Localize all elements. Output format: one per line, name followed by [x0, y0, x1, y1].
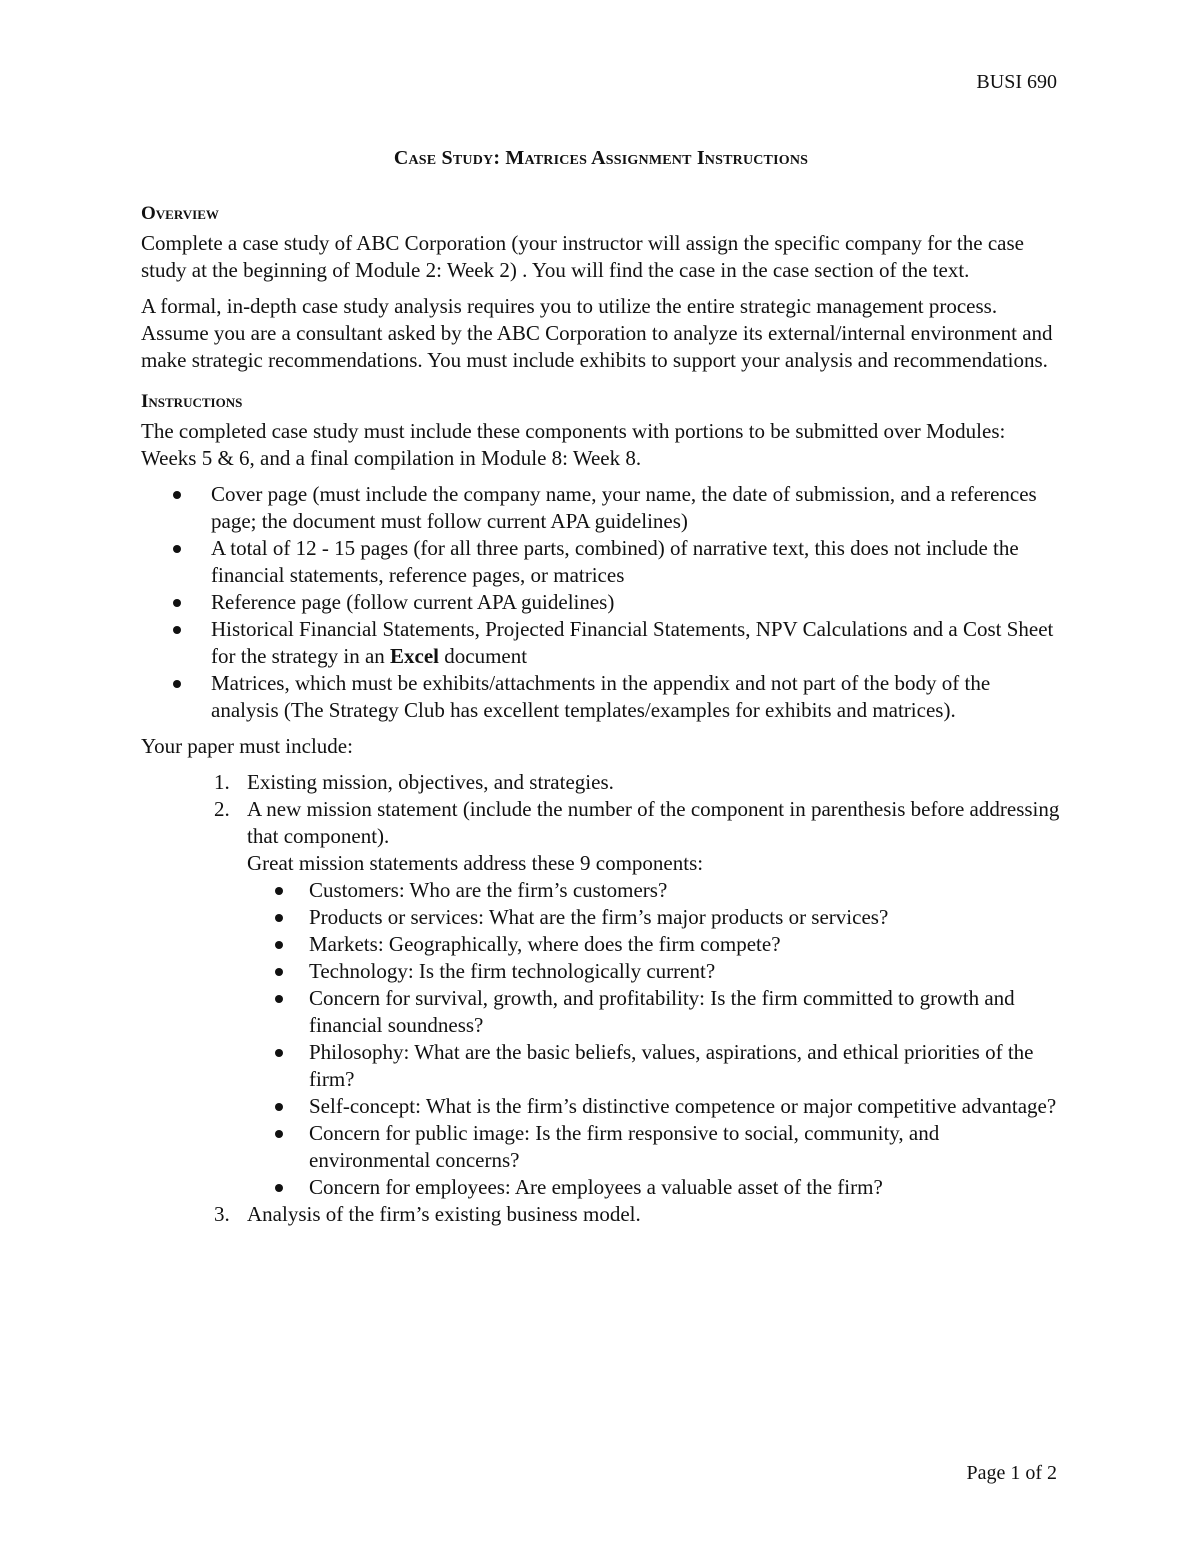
bullet-icon: [275, 887, 283, 895]
list-item-text: Historical Financial Statements, Projected Financial Statements, NPV Calculations and a Cost Sheet for the strategy in an: [211, 617, 1054, 668]
document-body: [141, 143, 1061, 1228]
paper-requirements-list: [141, 769, 1061, 1228]
bullet-icon: [275, 995, 283, 1003]
list-item: [141, 481, 1061, 535]
item-number: 3.: [214, 1202, 230, 1226]
page-title: [141, 143, 1061, 173]
paper-intro: Your paper must include:: [141, 734, 353, 758]
list-item: [247, 1174, 1061, 1201]
list-item-text: Customers: Who are the firm’s customers?: [309, 878, 668, 902]
bullet-icon: [173, 680, 181, 688]
list-item-text: Technology: Is the firm technologically current?: [309, 959, 716, 983]
overview-heading: Overview: [141, 203, 219, 224]
item-number: 1.: [214, 770, 230, 794]
bullet-icon: [275, 1130, 283, 1138]
list-item-text: Philosophy: What are the basic beliefs, values, aspirations, and ethical priorities of the firm?: [309, 1040, 1034, 1091]
bullet-icon: [173, 545, 181, 553]
list-item-text: Concern for public image: Is the firm responsive to social, community, and environmental concerns?: [309, 1121, 940, 1172]
list-item: [247, 931, 1061, 958]
bullet-icon: [173, 491, 181, 499]
bullet-icon: [173, 626, 181, 634]
bullet-icon: [275, 1184, 283, 1192]
list-item-text: Concern for employees: Are employees a valuable asset of the firm?: [309, 1175, 883, 1199]
components-list: [141, 481, 1061, 724]
item-text: A new mission statement (include the number of the component in parenthesis before addressing that component).: [247, 797, 1060, 848]
course-code: BUSI 690: [976, 71, 1057, 93]
bullet-icon: [275, 914, 283, 922]
overview-paragraph-1: Complete a case study of ABC Corporation (your instructor will assign the specific company for the case study at the beginning of Module 2: Week 2) . You will find the case in the case section of the text.: [141, 231, 1024, 282]
bullet-icon: [275, 941, 283, 949]
list-item-text: Reference page (follow current APA guidelines): [211, 590, 615, 614]
list-item-tail: document: [444, 644, 528, 668]
numbered-item: [141, 769, 1061, 796]
title-text: Case Study: Matrices Assignment Instructions: [393, 147, 809, 169]
list-item: [247, 904, 1061, 931]
list-item: [141, 589, 1061, 616]
list-item: [247, 1039, 1061, 1093]
list-item-text: Self-concept: What is the firm’s distinctive competence or major competitive advantage?: [309, 1094, 1057, 1118]
list-item: [247, 958, 1061, 985]
numbered-item: [141, 796, 1061, 1201]
list-item-text: Cover page (must include the company name, your name, the date of submission, and a references page; the document must follow current APA guidelines): [211, 482, 1037, 533]
item-text: Existing mission, objectives, and strategies.: [247, 770, 614, 794]
list-item: [141, 670, 1061, 724]
list-item: [141, 616, 1061, 670]
list-item-text: Concern for survival, growth, and profitability: Is the firm committed to growth and financial soundness?: [309, 986, 1015, 1037]
mission-intro: Great mission statements address these 9 components:: [247, 851, 704, 875]
list-item-text: Products or services: What are the firm’s major products or services?: [309, 905, 889, 929]
list-item-text: A total of 12 - 15 pages (for all three parts, combined) of narrative text, this does not include the financial statements, reference pages, or matrices: [211, 536, 1019, 587]
instructions-intro: The completed case study must include these components with portions to be submitted over Modules: Weeks 5 & 6, and a final compilation in Module 8: Week 8.: [141, 419, 1006, 470]
list-item: [141, 535, 1061, 589]
overview-paragraph-2: A formal, in-depth case study analysis requires you to utilize the entire strategic management process. Assume you are a consultant asked by the ABC Corporation to analyze its external/internal environment and make strategic recommendations. You must include exhibits to support your analysis and recommendations.: [141, 294, 1053, 372]
list-item-text: Markets: Geographically, where does the firm compete?: [309, 932, 781, 956]
bullet-icon: [275, 1049, 283, 1057]
page-number: Page 1 of 2: [966, 1462, 1057, 1484]
list-item: [247, 1093, 1061, 1120]
numbered-item: [141, 1201, 1061, 1228]
item-number: 2.: [214, 797, 230, 821]
bullet-icon: [275, 968, 283, 976]
excel-emphasis: Excel: [390, 644, 440, 668]
list-item: [247, 985, 1061, 1039]
list-item: [247, 877, 1061, 904]
mission-components-list: [247, 877, 1061, 1201]
item-text: Analysis of the firm’s existing business model.: [247, 1202, 641, 1226]
list-item: [247, 1120, 1061, 1174]
instructions-heading: Instructions: [141, 391, 243, 412]
bullet-icon: [275, 1103, 283, 1111]
list-item-text: Matrices, which must be exhibits/attachments in the appendix and not part of the body of the analysis (The Strategy Club has excellent templates/examples for exhibits and matrices).: [211, 671, 991, 722]
bullet-icon: [173, 599, 181, 607]
